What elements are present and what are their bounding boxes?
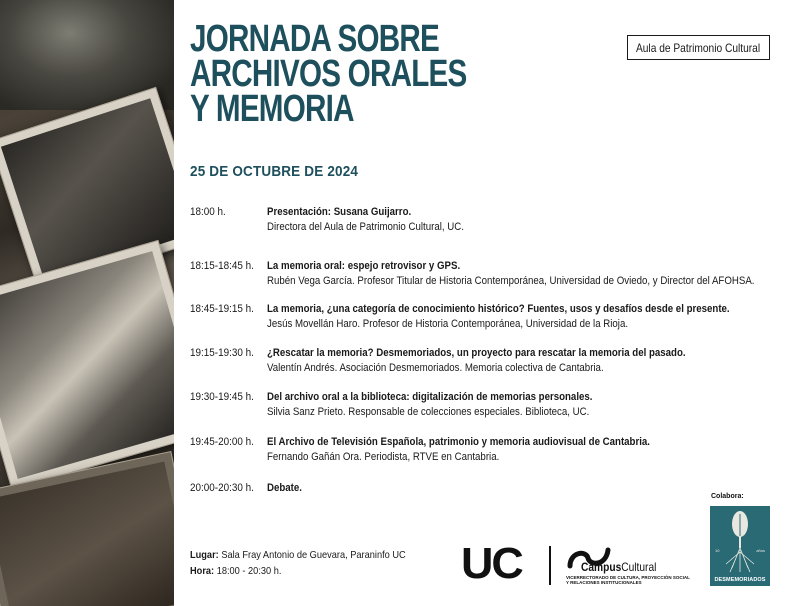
logo-divider <box>549 546 551 585</box>
campus-cultural-subtitle: VICERRECTORADO DE CULTURA, PROYECCIÓN SOCIAL Y RELACIONES INSTITUCIONALES <box>566 575 690 585</box>
schedule-time: 19:15-19:30 h. <box>190 347 254 359</box>
speaker-info: Jesús Movellán Haro. Profesor de Historia Contemporánea, Universidad de la Rioja. <box>267 318 629 330</box>
schedule-time: 18:00 h. <box>190 206 226 218</box>
old-photo-card-children <box>0 240 174 490</box>
talk-title: Del archivo oral a la biblioteca: digitalización de memorias personales. <box>267 391 593 403</box>
tree-roots-icon <box>710 506 770 576</box>
venue-info <box>190 547 406 579</box>
schedule-time: 18:45-19:15 h. <box>190 303 254 315</box>
speaker-info: Rubén Vega García. Profesor Titular de Historia Contemporánea, Universidad de Oviedo, y Director del AFOHSA. <box>267 275 755 287</box>
aula-patrimonio-badge: Aula de Patrimonio Cultural <box>627 35 770 60</box>
venue-value: Sala Fray Antonio de Guevara, Paraninfo UC <box>221 549 406 561</box>
title-line: JORNADA SOBRE <box>190 18 439 60</box>
hours-label: Hora: <box>190 565 215 577</box>
campus-cultural-name: CampusCultural <box>581 560 657 574</box>
talk-title: La memoria oral: espejo retrovisor y GPS. <box>267 260 461 272</box>
schedule-time: 18:15-18:45 h. <box>190 260 254 272</box>
speaker-info: Valentín Andrés. Asociación Desmemoriados. Memoria colectiva de Cantabria. <box>267 362 604 374</box>
desmemoriados-years-number: 10 <box>715 548 720 553</box>
schedule-time: 19:45-20:00 h. <box>190 436 254 448</box>
talk-title: El Archivo de Televisión Española, patrimonio y memoria audiovisual de Cantabria. <box>267 436 651 448</box>
campus-cultural-logo <box>563 546 690 588</box>
desmemoriados-years-label: años <box>756 548 765 553</box>
hours-value: 18:00 - 20:30 h. <box>216 565 282 577</box>
uc-logo: UC <box>461 539 522 588</box>
speaker-info: Directora del Aula de Patrimonio Cultural, UC. <box>267 221 464 233</box>
talk-title: La memoria, ¿una categoría de conocimiento histórico? Fuentes, usos y desafíos desde el presente. <box>267 303 730 315</box>
talk-title: Debate. <box>267 482 302 494</box>
speaker-info: Silvia Sanz Prieto. Responsable de colecciones especiales. Biblioteca, UC. <box>267 406 590 418</box>
colabora-label: Colabora: <box>711 493 744 500</box>
title-line: Y MEMORIA <box>190 88 354 130</box>
venue-label: Lugar: <box>190 549 219 561</box>
schedule-time: 19:30-19:45 h. <box>190 391 254 403</box>
page-title <box>190 18 467 130</box>
talk-title: ¿Rescatar la memoria? Desmemoriados, un proyecto para rescatar la memoria del pasado. <box>267 347 686 359</box>
talk-title: Presentación: Susana Guijarro. <box>267 206 412 218</box>
desmemoriados-logo <box>710 506 770 586</box>
venue-line <box>190 547 406 563</box>
title-line: ARCHIVOS ORALES <box>190 53 467 95</box>
hours-line <box>190 563 406 579</box>
desmemoriados-name: DESMEMORIADOS <box>714 577 766 583</box>
speaker-info: Fernando Gañán Ora. Periodista, RTVE en Cantabria. <box>267 451 500 463</box>
vintage-photos-image <box>0 0 174 606</box>
event-date: 25 DE OCTUBRE DE 2024 <box>190 163 359 180</box>
schedule-time: 20:00-20:30 h. <box>190 482 254 494</box>
